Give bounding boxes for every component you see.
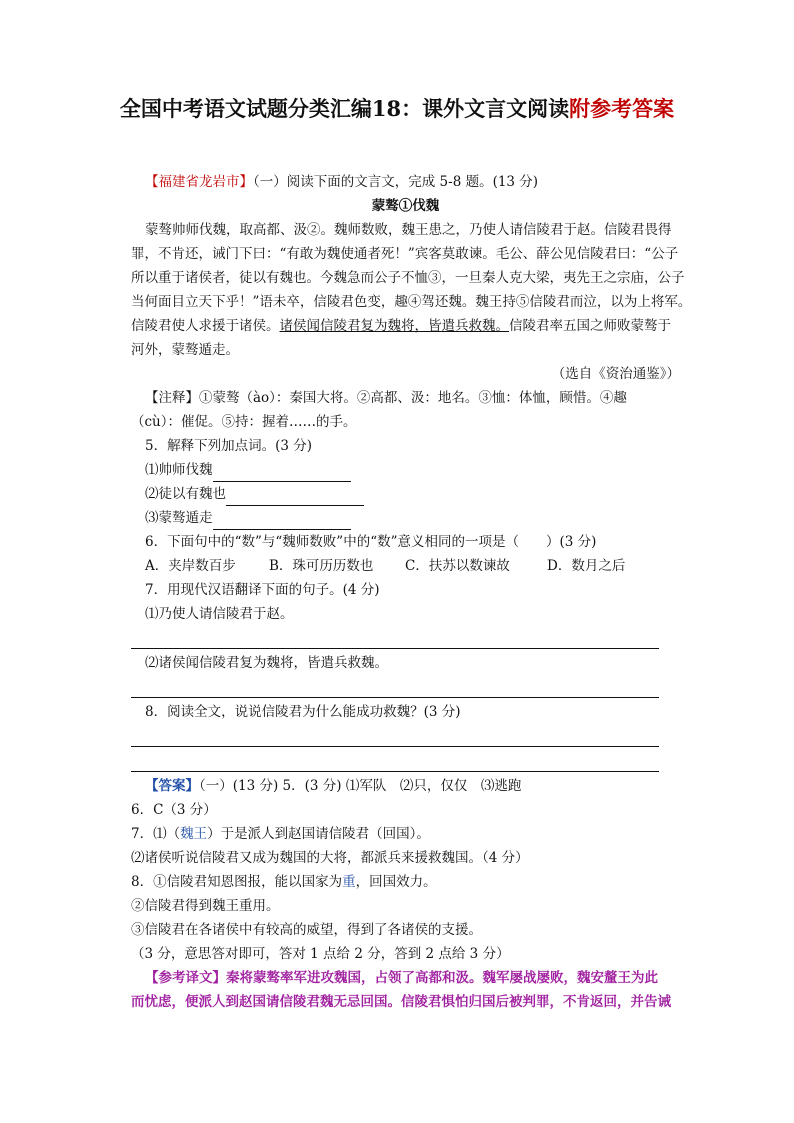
passage-text: 信陵君使人求援于诸侯。 [131,318,280,334]
passage [131,218,692,362]
title-main: 全国中考语文试题分类汇编18：课外文言文阅读 [119,96,570,121]
q5-item-text: ⑶蒙骜遁走 [145,510,213,526]
passage-line: 罪，不肯还，诫门下曰：“有敢为魏使通者死！”宾客莫敢谏。毛公、薛公见信陵君曰：“公子 [131,246,679,262]
answer-highlight: 魏王 [180,826,208,842]
q6-option-b: B．珠可历历数也 [269,558,374,574]
intro-text: （一）阅读下面的文言文，完成 5-8 题。(13 分) [253,174,539,190]
q8-stem: 8．阅读全文，说说信陵君为什么能成功救魏？(3 分) [145,704,461,720]
passage-text: 信陵君率五国之师败蒙骜于 [509,318,671,334]
q5-item-text: ⑴帅师伐魏 [145,462,213,478]
answer-text: ，回国效力。 [355,874,437,890]
passage-line: 蒙骜帅师伐魏，取高都、汲②。魏师数败，魏王患之，乃使人请信陵君于赵。信陵君畏得 [145,222,672,238]
translation-text: 而忧虑，便派人到赵国请信陵君魏无忌回国。信陵君惧怕归国后被判罪，不肯返回，并告诫 [131,994,671,1010]
notes-line: 【注释】①蒙骜（ào）：秦国大将。②高都、汲：地名。③恤：体恤，顾惜。④趣 [145,390,627,406]
question-intro [131,170,680,194]
passage-line [131,314,680,338]
q5-item-text: ⑵徒以有魏也 [145,486,226,502]
q7-stem: 7．用现代汉语翻译下面的句子。(4 分) [145,582,380,598]
answer-text: 6．C（3 分） [131,802,217,818]
title-answer-suffix: 附参考答案 [569,96,675,121]
answer-text: ⑵诸侯听说信陵君又成为魏国的大将，都派兵来援救魏国。（4 分） [131,850,529,866]
answer-blank[interactable] [213,515,351,530]
answer-line-1 [131,774,680,798]
answer-text: 7．⑴（ [131,826,181,842]
answer-line[interactable] [131,626,659,649]
q6-option-a: A．夹岸数百步 [145,558,236,574]
q6-option-d: D．数月之后 [547,558,626,574]
q7-item: ⑵诸侯闻信陵君复为魏将，皆遣兵救魏。 [145,655,388,671]
notes-line: （cù）：催促。⑤持：握着……的手。 [131,414,357,430]
passage-source: （选自《资治通鉴》） [551,366,680,382]
passage-line: 河外，蒙骜遁走。 [131,342,239,358]
passage-line: 所以重于诸侯者，徒以有魏也。今魏急而公子不恤③，一旦秦人克大梁，夷先王之宗庙，公子 [131,270,685,286]
translation-line [131,966,680,990]
translation-text: 秦将蒙骜率军进攻魏国，占领了高都和汲。魏军屡战屡败，魏安釐王为此 [226,970,658,986]
q5-item [131,458,680,482]
answer-blank[interactable] [226,491,364,506]
passage-line: 当何面目立天下乎！”语未卒，信陵君色变，趣④驾还魏。魏王持⑤信陵君而泣，以为上将军。 [131,294,692,310]
answer-label: 【答案】 [145,778,199,794]
answer-text: ）于是派人到赵国请信陵君（回国）。 [207,826,430,842]
q5-stem: 5．解释下列加点词。(3 分) [145,438,313,454]
answer-line[interactable] [131,724,659,747]
answer-text: 8．①信陵君知恩图报，能以国家为 [131,874,343,890]
answer-text: ③信陵君在各诸侯中有较高的威望，得到了各诸侯的支援。 [131,922,482,938]
answer-line[interactable] [131,749,659,772]
q7-item: ⑴乃使人请信陵君于赵。 [145,606,294,622]
content-body [131,170,692,1014]
answer-text-line [131,822,680,846]
translation-label: 【参考译文】 [145,970,226,986]
q5-item [131,482,680,506]
q6-stem: 6．下面句中的“数”与“魏师数败”中的“数”意义相同的一项是（ ）(3 分) [145,534,597,550]
answer-text: （一）(13 分) 5．(3 分) ⑴军队 ⑵只，仅仅 ⑶逃跑 [199,778,522,794]
q6-options [131,554,680,578]
answer-text: ②信陵君得到魏王重用。 [131,898,280,914]
q5-item [131,506,680,530]
source-tag: 【福建省龙岩市】 [145,174,253,190]
q6-option-c: C．扶苏以数谏故 [405,558,510,574]
answer-line[interactable] [131,675,659,698]
answer-text-line [131,870,680,894]
answer-text: （3 分，意思答对即可，答对 1 点给 2 分，答到 2 点给 3 分） [131,946,510,962]
answer-blank[interactable] [213,467,351,482]
answer-highlight: 重 [342,874,356,890]
document-title [0,93,794,123]
passage-title: 蒙骜①伐魏 [371,198,440,214]
underlined-sentence: 诸侯闻信陵君复为魏将，皆遣兵救魏。 [279,318,509,334]
